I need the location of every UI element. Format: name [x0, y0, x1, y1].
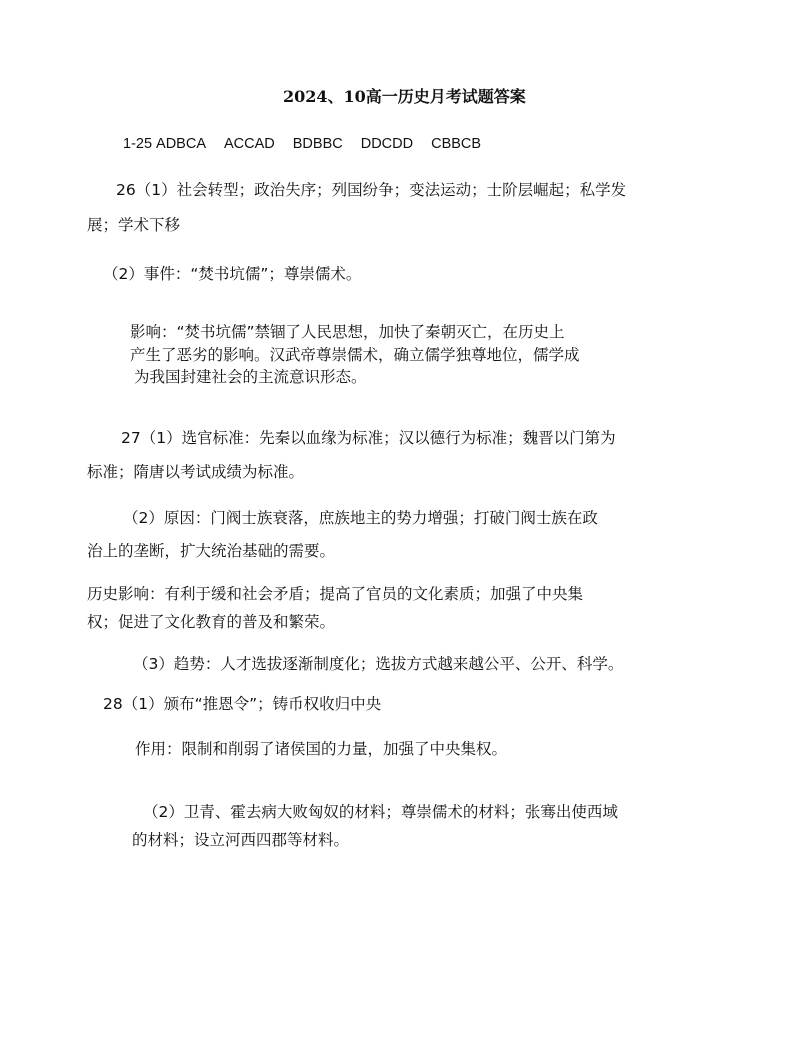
q27-part1-line2: 标准；隋唐以考试成绩为标准。 — [87, 463, 305, 481]
q26-part1-line2: 展；学术下移 — [87, 216, 181, 234]
mcq-group-4: DDCDD — [360, 136, 414, 152]
mcq-group-5: CBBCB — [431, 136, 482, 152]
q26-part2: （2）事件：“焚书坑儒”；尊崇儒术。 — [103, 265, 362, 283]
page-title: 2024、10高一历史月考试题答案 — [283, 87, 526, 106]
q26-influence-line2: 产生了恶劣的影响。汉武帝尊崇儒术，确立儒学独尊地位，儒学成 — [130, 346, 580, 364]
mcq-group-1: ADBCA — [156, 136, 206, 152]
q27-part1-line1: 27（1）选官标准：先秦以血缘为标准；汉以德行为标准；魏晋以门第为 — [121, 429, 616, 447]
q26-influence-line3: 为我国封建社会的主流意识形态。 — [134, 368, 367, 386]
mcq-group-2: ACCAD — [224, 136, 275, 152]
mcq-range: 1-25 — [123, 136, 153, 152]
q28-part1: 28（1）颁布“推恩令”；铸币权收归中央 — [103, 695, 382, 713]
mcq-answers — [123, 134, 499, 154]
q28-part2-line1: （2）卫青、霍去病大败匈奴的材料；尊崇儒术的材料；张骞出使西域 — [143, 803, 618, 821]
q27-part3: （3）趋势：人才选拔逐渐制度化；选拔方式越来越公平、公开、科学。 — [133, 655, 624, 673]
q28-part2-line2: 的材料；设立河西四郡等材料。 — [132, 831, 350, 849]
q27-influence-line1: 历史影响：有利于缓和社会矛盾；提高了官员的文化素质；加强了中央集 — [87, 585, 584, 603]
q26-influence-line1: 影响：“焚书坑儒”禁锢了人民思想，加快了秦朝灭亡，在历史上 — [130, 323, 565, 341]
q26-part1-line1: 26（1）社会转型；政治失序；列国纷争；变法运动；士阶层崛起；私学发 — [116, 181, 627, 199]
q27-influence-line2: 权；促进了文化教育的普及和繁荣。 — [87, 613, 336, 631]
q28-effect: 作用：限制和削弱了诸侯国的力量，加强了中央集权。 — [135, 740, 508, 758]
q27-part2-line2: 治上的垄断，扩大统治基础的需要。 — [87, 542, 336, 560]
mcq-group-3: BDBBC — [292, 136, 343, 152]
q27-part2-line1: （2）原因：门阀士族衰落，庶族地主的势力增强；打破门阀士族在政 — [123, 509, 598, 527]
